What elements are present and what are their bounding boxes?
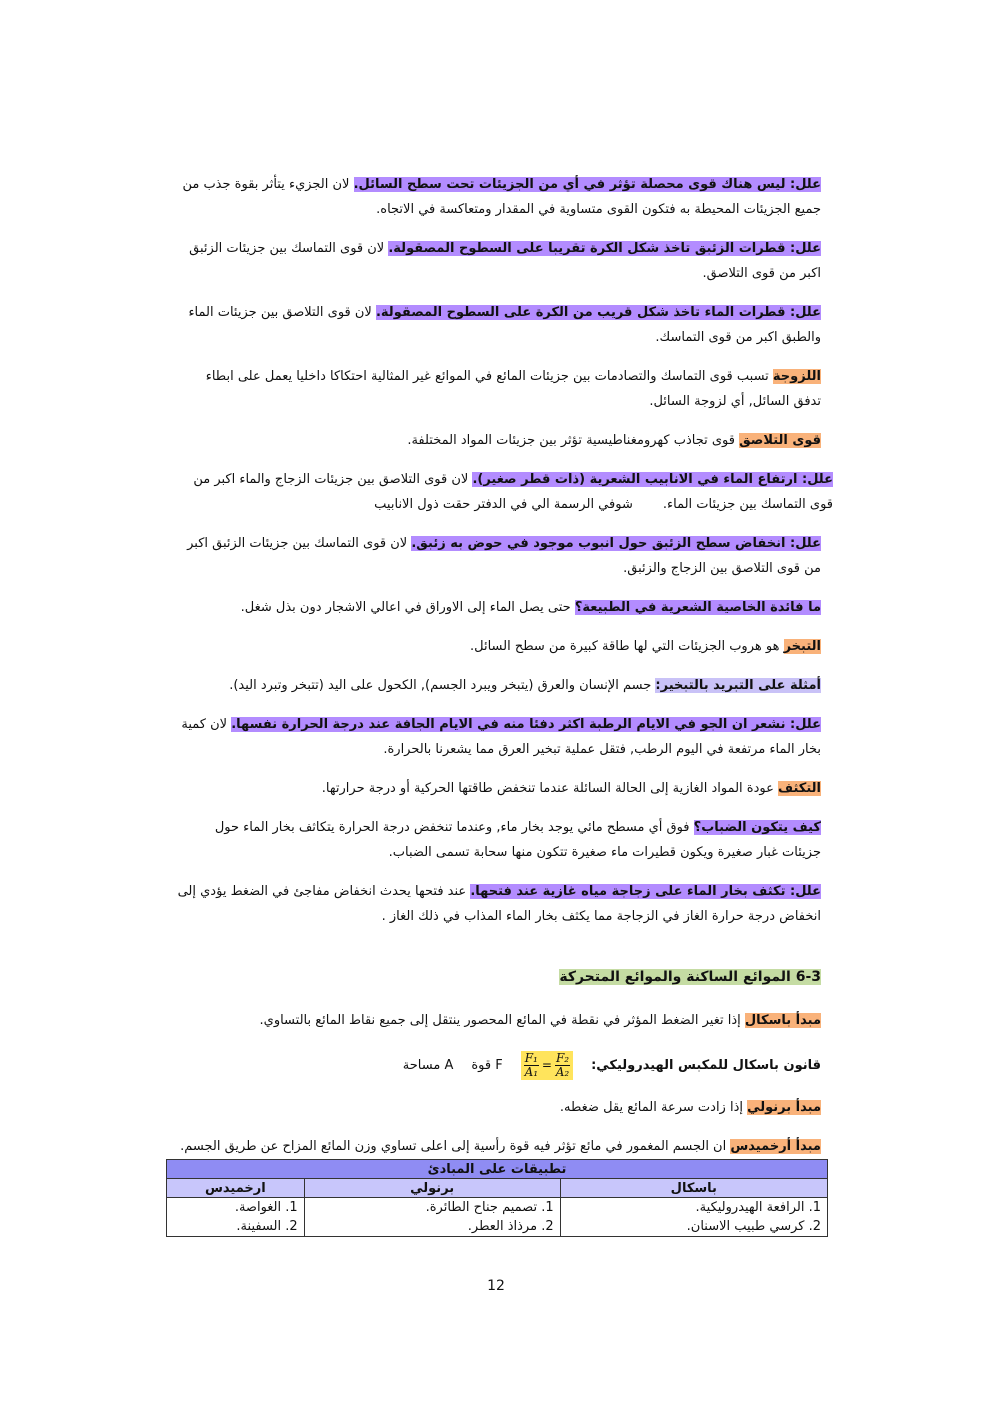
table-header-row [167,1179,828,1198]
area-symbol: A [444,1057,454,1073]
table-caption: تطبيقات على المبادئ [167,1160,828,1179]
paragraph-5 [175,428,821,453]
paragraph-body: هو هروب الجزيئات التي لها طاقة كبيرة من سطح السائل. [469,639,784,654]
cell-line: 1. الرافعة الهيدروليكية. [695,1200,821,1215]
force-name: قوة [471,1057,492,1073]
paragraph-10 [175,673,821,698]
paragraph-body: حتى يصل الماء إلى الاوراق في اعالي الاشجار دون بذل شغل. [240,600,575,615]
handwritten-note-reference: شوفي الرسمة الي في الدفتر حقت ذول الانابيب [374,497,633,512]
numerator-f1: F₁ [524,1050,538,1065]
paragraph-lead: قوى التلاصق [739,433,821,448]
table-cell-bernoulli [304,1198,560,1237]
paragraph-lead: ما فائدة الخاصية الشعرية في الطبيعة؟ [574,600,821,615]
area-legend [403,1058,454,1073]
column-header-pascal: باسكال [560,1179,827,1198]
paragraph-3 [175,300,821,350]
paragraph-lead: علل: قطرات الزئبق تاخذ شكل الكرة تقريبا على السطوح المصقولة. [388,241,821,256]
table-caption-row [167,1160,828,1179]
paragraph-lead: علل: قطرات الماء تاخذ شكل قريب من الكرة على السطوح المصقولة. [375,305,821,320]
paragraph-7 [175,531,821,581]
law-label: قانون باسكال للمكبس الهيدروليكي: [591,1057,821,1073]
cell-line: 1. الغواصة. [234,1200,298,1215]
paragraph-body: لان قوى التلاصق بين جزيئات الماء والطبق اكبر من قوى التماسك. [188,305,821,345]
denominator-a2: A₂ [555,1064,570,1079]
paragraph-body: فوق أي مسطح مائي يوجد بخار ماء, وعندما تنخفض درجة الحرارة يتكاثف بخار الماء حول جزيئات غبار صغيرة ويكون قطيرات ماء صغيرة تتكون منها سحابة تسمى الضباب. [214,820,821,860]
cell-line: 2. السفينة. [236,1219,298,1234]
paragraph-lead: علل: ليس هناك قوى محصلة تؤثر في أي من الجزيئات تحت سطح السائل. [353,177,821,192]
paragraph-body: لان قوى التلاصق بين جزيئات الزجاج والماء اكبر من قوى التماسك بين جزيئات الماء. [193,472,833,512]
cell-line: 2. مرذاذ العطر. [467,1219,554,1234]
paragraph-body: عودة المواد الغازية إلى الحالة السائلة عندما تنخفض طاقتها الحركية أو درجة حرارتها. [321,781,778,796]
paragraph-lead: علل: نشعر ان الجو في الايام الرطبة اكثر دفئا منه في الايام الجافة عند درجة الحرارة نفسها. [231,717,821,732]
paragraph-2 [175,236,821,286]
paragraph-1 [175,172,821,222]
fraction-left [524,1052,539,1079]
principle-lead: مبدأ برنولي [747,1100,821,1115]
principle-body: إذا زادت سرعة المائع يقل ضغطه. [559,1100,748,1115]
paragraph-4 [175,364,821,414]
pascal-principle [175,1008,821,1033]
denominator-a1: A₁ [524,1064,539,1079]
table-cell-pascal [560,1198,827,1237]
paragraph-body: تسبب قوى التماسك والتصادمات بين جزيئات المائع في الموائع غير المثالية احتكاكا داخليا يعمل على ابطاء تدفق السائل, أي لزوجة السائل. [205,369,821,409]
cell-line: 1. تصميم جناح الطائرة. [425,1200,554,1215]
table-cell-archimedes [167,1198,305,1237]
paragraph-body: لان قوى التماسك بين جزيئات الزئبق اكبر من قوى التلاصق. [189,241,821,281]
paragraph-12 [175,776,821,801]
paragraph-8 [175,595,821,620]
paragraph-body: لان الجزيء يتأثر بقوة جذب من جميع الجزيئات المحيطة به فتكون القوى متساوية في المقدار ومتعاكسة في الاتجاه. [182,177,821,217]
table-row [167,1198,828,1237]
paragraph-lead: أمثلة على التبريد بالتبخير: [655,678,821,693]
paragraph-lead: علل: تكثف بخار الماء على زجاجة مياه غازية عند فتحها. [470,884,821,899]
paragraph-body: جسم الإنسان والعرق (يتبخر ويبرد الجسم), الكحول على اليد (تتبخر وتبرد اليد). [229,678,656,693]
numerator-f2: F₂ [555,1050,570,1065]
area-name: مساحة [402,1057,441,1073]
paragraph-lead: كيف يتكون الضباب؟ [693,820,821,835]
principle-body: إذا تغير الضغط المؤثر في نقطة في المائع المحصور ينتقل إلى جميع نقاط المائع بالتساوي. [259,1013,745,1028]
archimedes-principle [175,1134,821,1159]
force-legend [471,1058,502,1073]
column-header-archimedes: ارخميدس [167,1179,305,1198]
paragraph-14 [175,879,821,929]
principle-body: ان الجسم المغمور في مائع تؤثر فيه قوة رأسية إلى اعلى تساوي وزن المائع المزاح عن طريق الجسم. [180,1139,731,1154]
principle-lead: مبدأ أرخميدس [730,1139,821,1154]
paragraph-lead: علل: ارتفاع الماء في الانابيب الشعرية (ذات قطر صغير). [472,472,833,487]
paragraph-body: قوى تجاذب كهرومغناطيسية تؤثر بين جزيئات المواد المختلفة. [407,433,740,448]
section-title: 6-3 الموائع الساكنة والموائع المتحركة [559,969,821,985]
paragraph-11 [175,712,821,762]
bernoulli-principle [175,1095,821,1120]
page-number: 12 [487,1278,505,1294]
paragraph-9 [175,634,821,659]
paragraph-13 [175,815,821,865]
pascal-formula [521,1051,573,1080]
paragraph-lead: علل: انخفاض سطح الزئبق حول انبوب موجود في حوض به زئبق. [411,536,821,551]
hydraulic-press-law [175,1047,821,1083]
fraction-right [555,1052,570,1079]
paragraph-body: لان قوى التماسك بين جزيئات الزئبق اكبر من قوى التلاصق بين الزجاج والزئبق. [187,536,821,576]
principle-lead: مبدأ باسكال [744,1013,821,1028]
cell-line: 2. كرسي طبيب الاسنان. [686,1219,821,1234]
applications-table [166,1159,828,1237]
column-header-bernoulli: برنولي [304,1179,560,1198]
equals-sign: = [541,1058,552,1072]
paragraph-6 [175,467,833,517]
force-symbol: F [495,1057,503,1073]
paragraph-body: عند فتحها يحدث انخفاض مفاجئ في الضغط يؤدي إلى انخفاض درجة حرارة الغاز في الزجاجة مما يكثف بخار الماء المذاب في ذلك الغاز . [177,884,821,924]
paragraph-lead: التكثف [778,781,821,796]
paragraph-lead: التبخر [783,639,821,654]
paragraph-lead: اللزوجة [772,369,821,384]
section-heading [175,965,821,990]
content-area [175,172,833,1173]
paragraph-body: لان كمية بخار الماء مرتفعة في اليوم الرطب, فتقل عملية تبخير العرق مما يشعرنا بالحرارة. [181,717,821,757]
